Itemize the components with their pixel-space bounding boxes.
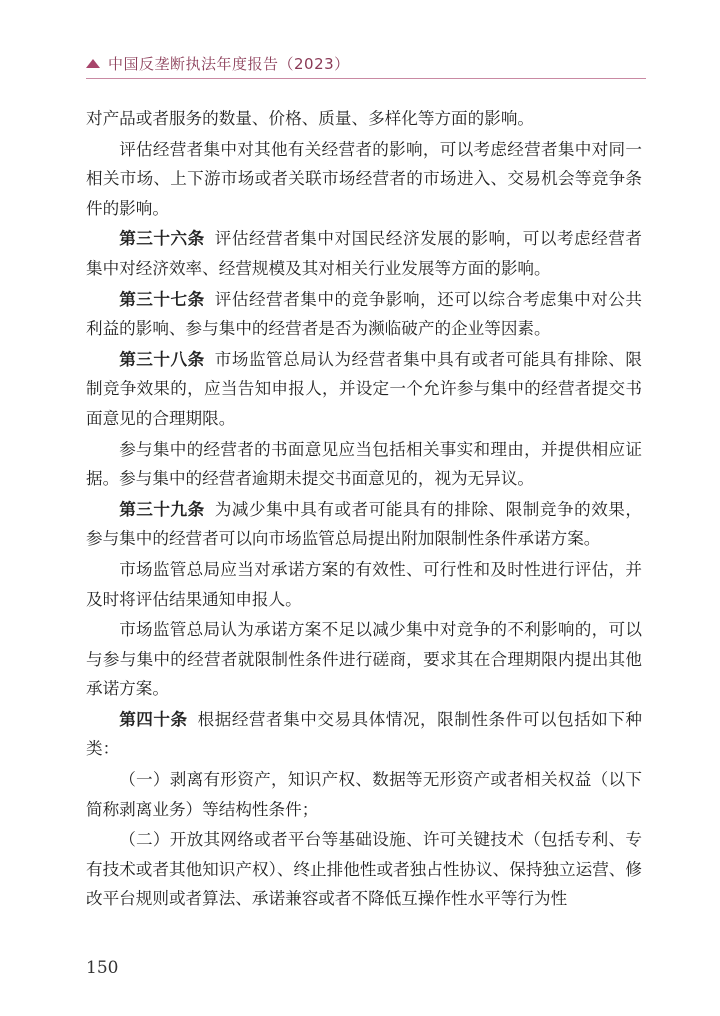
article-number: 第四十条	[119, 708, 188, 729]
paragraph-text: （二）开放其网络或者平台等基础设施、许可关键技术（包括专利、专有技术或者其他知识产权）、终止排他性或者独占性协议、保持独立运营、修改平台规则或者算法、承诺兼容或者不降低互操作性水平等行为性	[86, 830, 642, 909]
running-header	[86, 44, 646, 84]
paragraph	[86, 435, 642, 494]
body-text	[86, 104, 642, 915]
paragraph	[86, 135, 642, 224]
triangle-marker-icon	[86, 59, 100, 68]
paragraph-text: 为减少集中具有或者可能具有的排除、限制竞争的效果，参与集中的经营者可以向市场监管总局提出附加限制性条件承诺方案。	[86, 499, 643, 549]
paragraph-text: 市场监管总局应当对承诺方案的有效性、可行性和及时性进行评估，并及时将评估结果通知申报人。	[86, 559, 642, 609]
header-title: 中国反垄断执法年度报告（2023）	[108, 55, 350, 73]
article-number: 第三十七条	[119, 288, 205, 309]
paragraph-text: 市场监管总局认为经营者集中具有或者可能具有排除、限制竞争效果的，应当告知申报人，并设定一个允许参与集中的经营者提交书面意见的合理期限。	[86, 349, 643, 428]
paragraph-text: 根据经营者集中交易具体情况，限制性条件可以包括如下种类：	[86, 709, 643, 759]
list-item	[86, 765, 642, 824]
paragraph-continuation	[86, 104, 642, 134]
header-rule	[86, 78, 646, 79]
article-paragraph	[86, 345, 642, 434]
paragraph-text: 对产品或者服务的数量、价格、质量、多样化等方面的影响。	[86, 109, 535, 128]
paragraph-text: （一）剥离有形资产，知识产权、数据等无形资产或者相关权益（以下简称剥离业务）等结构性条件；	[86, 770, 642, 819]
page-number: 150	[86, 958, 119, 978]
paragraph-text: 评估经营者集中对其他有关经营者的影响，可以考虑经营者集中对同一相关市场、上下游市场或者关联市场经营者的市场进入、交易机会等竞争条件的影响。	[86, 139, 642, 218]
paragraph-text: 评估经营者集中的竞争影响，还可以综合考虑集中对公共利益的影响、参与集中的经营者是否为濒临破产的企业等因素。	[86, 289, 643, 339]
article-paragraph	[86, 285, 642, 344]
paragraph-text: 评估经营者集中对国民经济发展的影响，可以考虑经营者集中对经济效率、经营规模及其对相关行业发展等方面的影响。	[86, 229, 643, 278]
paragraph	[86, 615, 642, 704]
article-number: 第三十九条	[119, 498, 205, 519]
paragraph-text: 市场监管总局认为承诺方案不足以减少集中对竞争的不利影响的，可以与参与集中的经营者就限制性条件进行磋商，要求其在合理期限内提出其他承诺方案。	[86, 620, 642, 699]
article-paragraph	[86, 224, 642, 283]
article-number: 第三十八条	[119, 348, 205, 369]
article-paragraph	[86, 705, 642, 764]
article-number: 第三十六条	[119, 228, 205, 249]
paragraph	[86, 555, 642, 614]
paragraph-text: 参与集中的经营者的书面意见应当包括相关事实和理由，并提供相应证据。参与集中的经营者逾期未提交书面意见的，视为无异议。	[86, 439, 642, 489]
article-paragraph	[86, 495, 642, 554]
list-item	[86, 825, 642, 914]
